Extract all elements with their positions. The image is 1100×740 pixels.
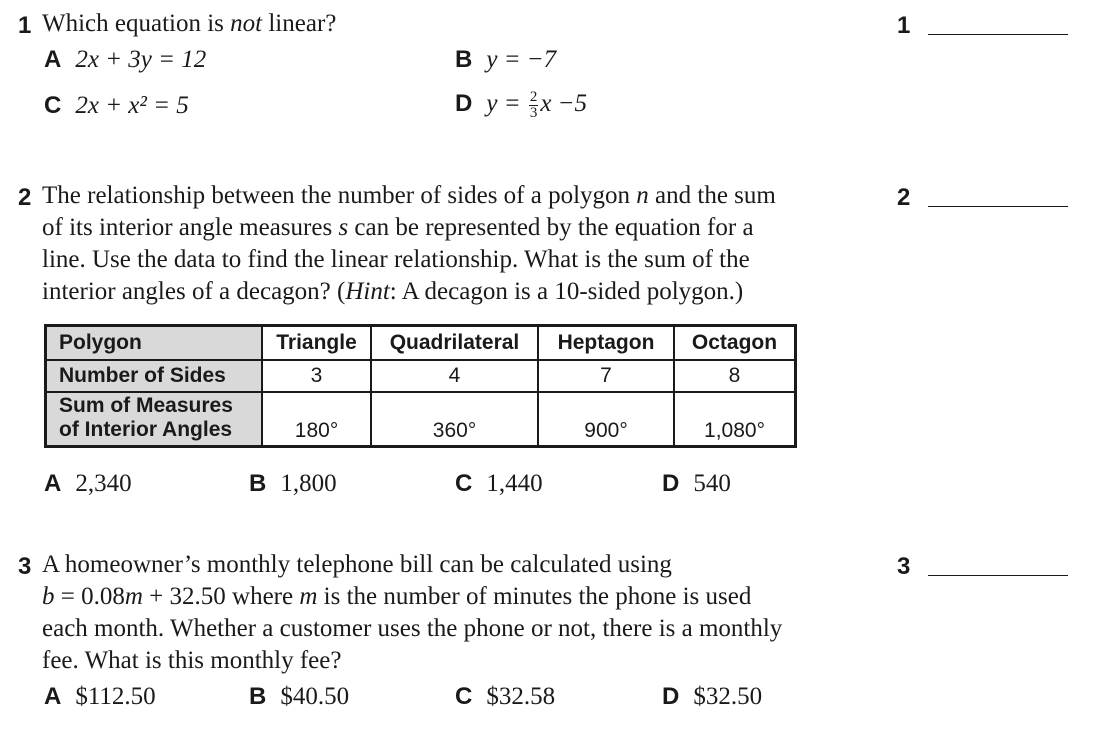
table-cell: 4 [371, 360, 538, 392]
q1-choice-b[interactable]: B y = −7 [455, 46, 557, 73]
table-cell: 7 [538, 360, 674, 392]
q2-choice-d[interactable]: D 540 [662, 470, 731, 497]
table-row-label: Sum of Measures of Interior Angles [46, 392, 263, 447]
answer-3-label: 3 [897, 553, 911, 580]
polygon-data-table [44, 324, 797, 448]
question-1-number: 1 [18, 12, 32, 39]
table-cell: 900° [538, 392, 674, 447]
question-1-stem: Which equation is not linear? [42, 10, 337, 37]
answer-2-blank[interactable] [928, 206, 1068, 207]
table-cell: 1,080° [674, 392, 796, 447]
q1-choice-d[interactable]: D y = $\frac{2}{3}$ x −5 [455, 89, 588, 121]
q3-choice-c[interactable]: C $32.58 [455, 683, 556, 710]
table-header-cell: Polygon [46, 326, 263, 361]
table-row-label: Number of Sides [46, 360, 263, 392]
q2-choice-c[interactable]: C 1,440 [455, 470, 543, 497]
table-cell: 8 [674, 360, 796, 392]
fraction: $\frac{2}{3}$ [529, 89, 538, 121]
answer-1-label: 1 [897, 12, 911, 39]
q3-choice-b[interactable]: B $40.50 [249, 683, 350, 710]
question-3-stem: A homeowner’s monthly telephone bill can be calculated using b = 0.08m + 32.50 where m is the number of minutes the phone is used each month. Whether a customer uses the phone or not, there is a monthly fee. What is this monthly fee? [42, 551, 783, 674]
table-header-cell: Quadrilateral [371, 326, 538, 361]
table-header-cell: Heptagon [538, 326, 674, 361]
question-2-stem: The relationship between the number of sides of a polygon n and the sum of its interior angle measures s can be represented by the equation for a line. Use the data to find the linear relationship. What is the sum of the interior angles of a decagon? (Hint: A decagon is a 10-sided polygon.) [42, 182, 776, 305]
q3-choice-a[interactable]: A $112.50 [44, 683, 156, 710]
table-cell: 3 [262, 360, 371, 392]
table-header-cell: Triangle [262, 326, 371, 361]
table-cell: 360° [371, 392, 538, 447]
table-cell: 180° [262, 392, 371, 447]
question-3-number: 3 [18, 553, 32, 580]
q2-choice-b[interactable]: B 1,800 [249, 470, 337, 497]
q1-choice-a[interactable]: A 2x + 3y = 12 [44, 46, 207, 73]
question-2-number: 2 [18, 184, 32, 211]
q1-choice-c[interactable]: C 2x + x² = 5 [44, 92, 189, 119]
answer-1-blank[interactable] [928, 34, 1068, 35]
q3-choice-d[interactable]: D $32.50 [662, 683, 763, 710]
answer-3-blank[interactable] [928, 575, 1068, 576]
answer-2-label: 2 [897, 184, 911, 211]
table-header-cell: Octagon [674, 326, 796, 361]
q2-choice-a[interactable]: A 2,340 [44, 470, 132, 497]
